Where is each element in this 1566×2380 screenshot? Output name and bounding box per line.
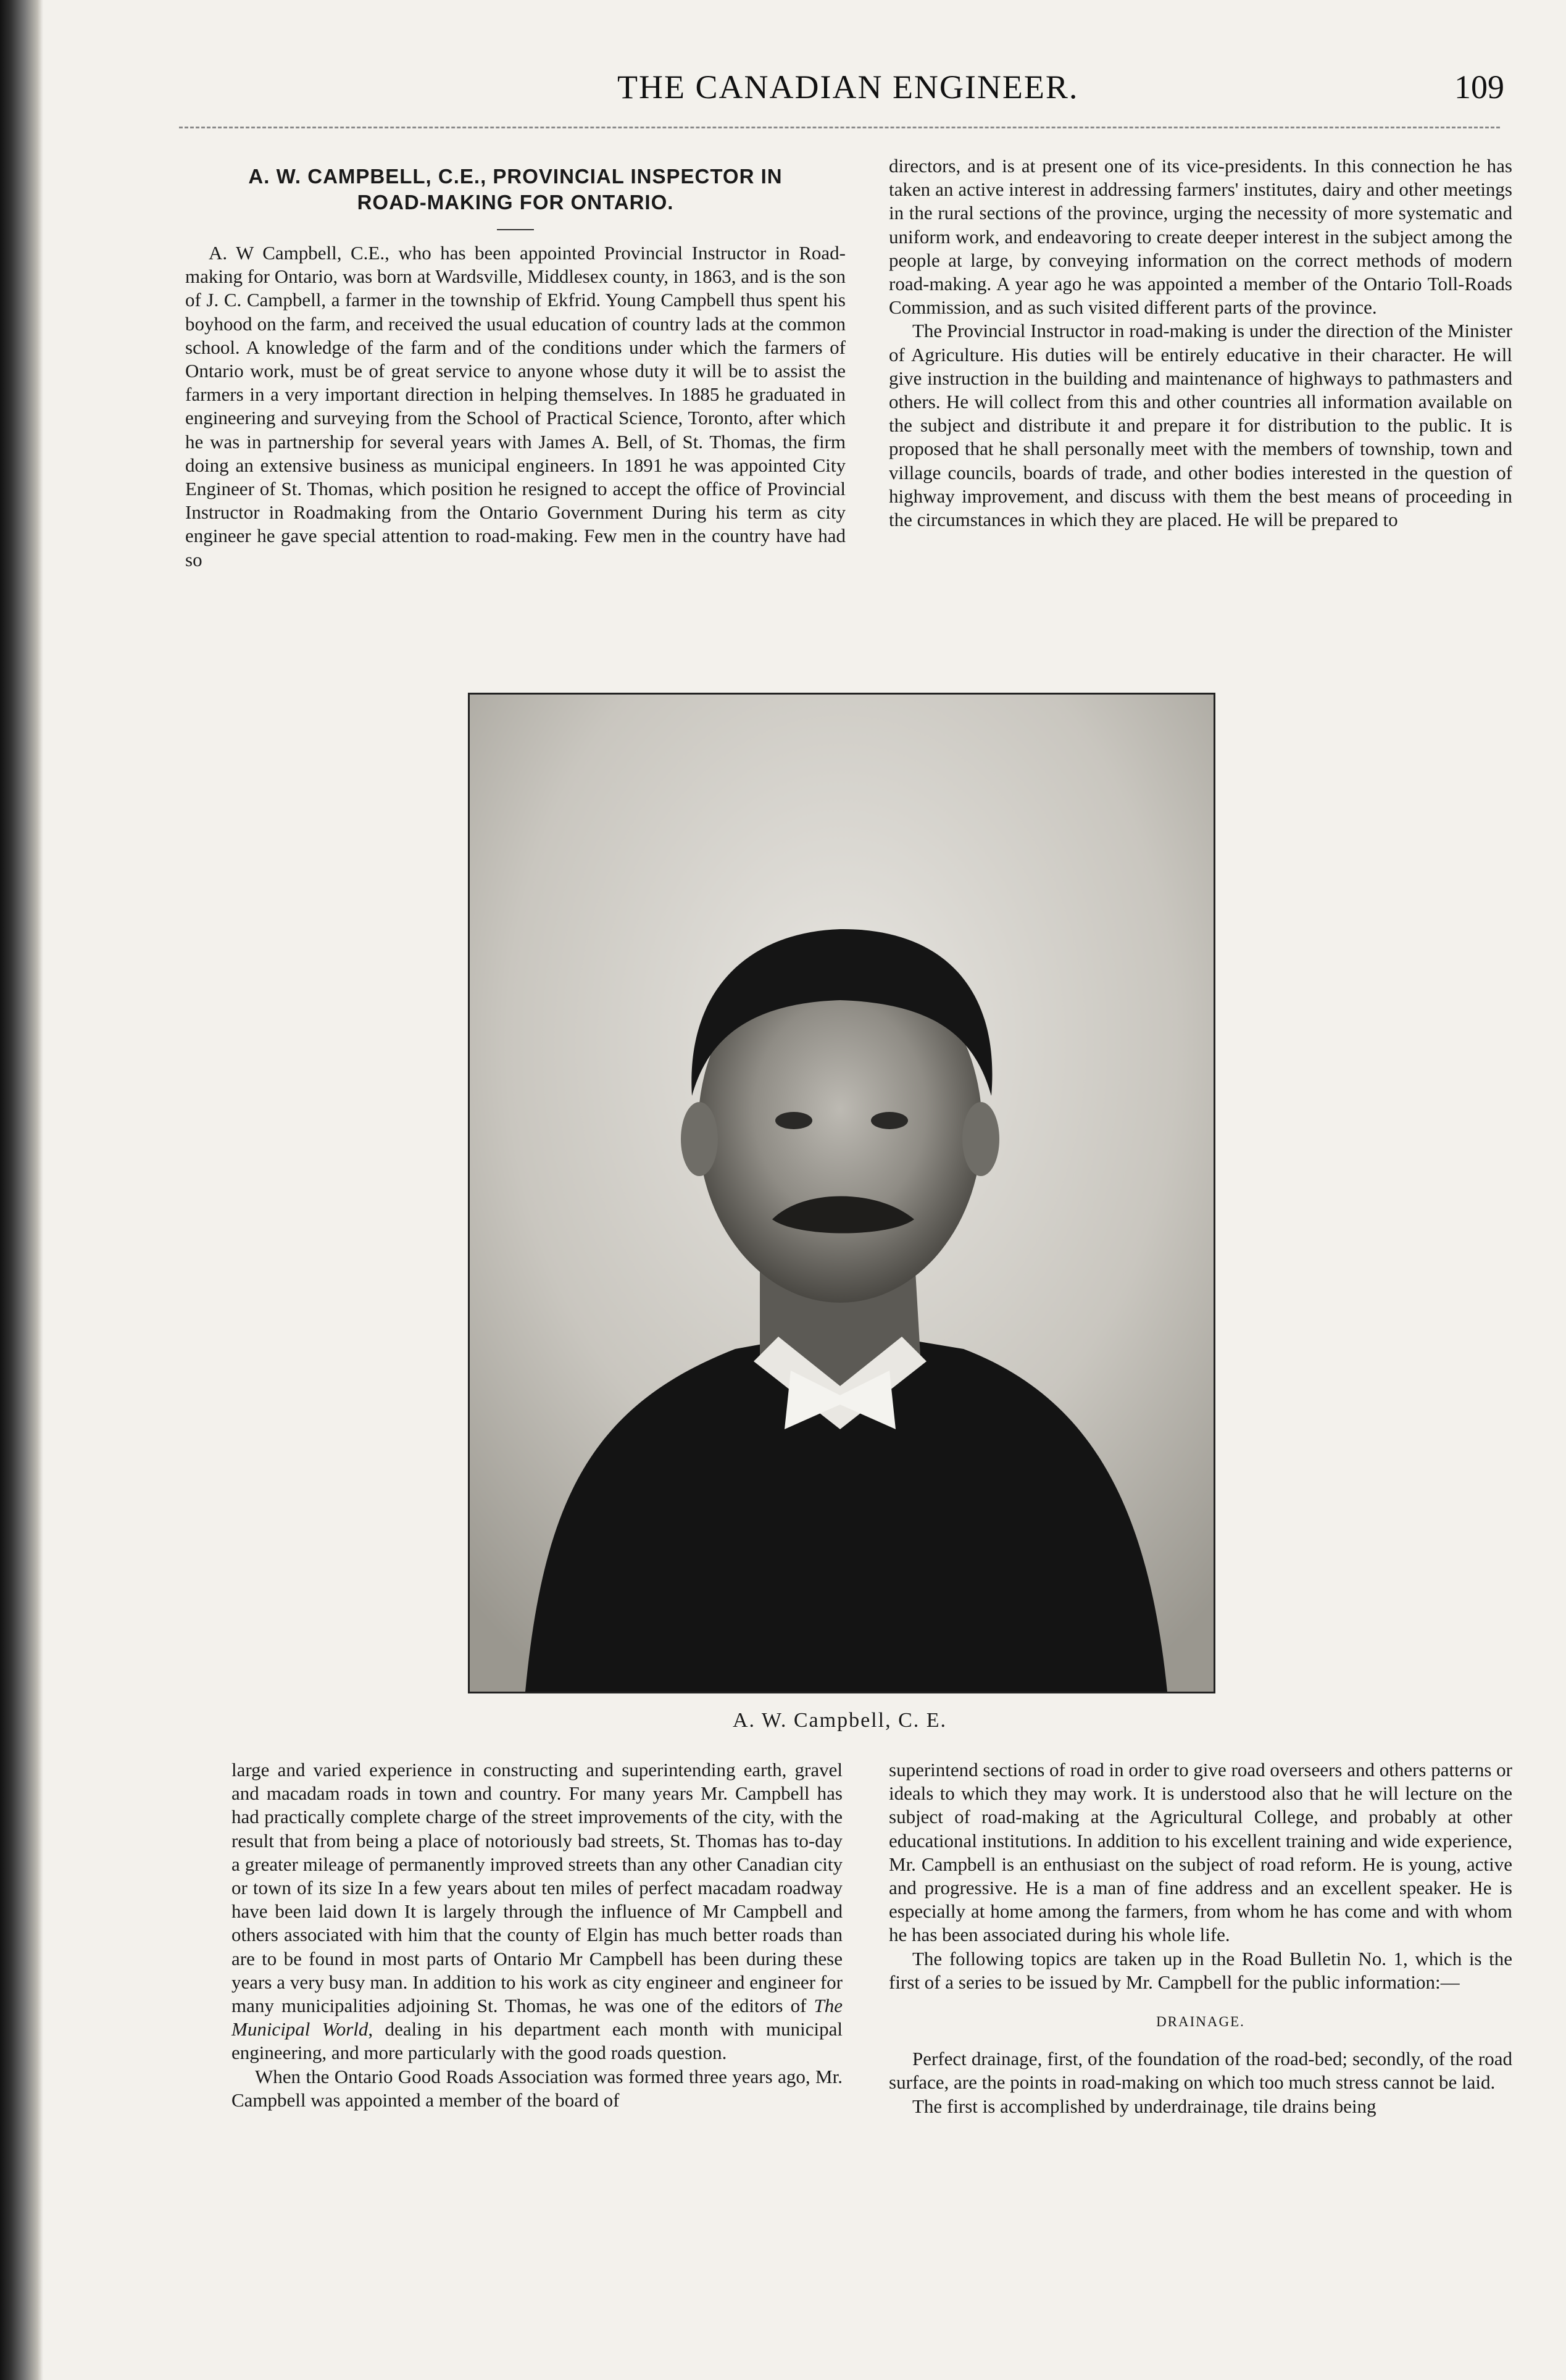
header-rule xyxy=(179,127,1500,128)
column-bottom-left xyxy=(231,1758,843,2112)
paragraph: directors, and is at present one of its vice-presidents. In this connection he has taken an active interest in addressing farmers' institutes, dairy and other meetings in the rural sections of the province, urging the necessity of more systematic and uniform work, and endeavoring to create deeper interest in the subject among the people at large, by conveying information on the correct methods of modern road-making. A year ago he was appointed a member of the Ontario Toll-Roads Commission, and as such visited different parts of the province. xyxy=(889,155,1512,319)
paragraph: A. W Campbell, C.E., who has been appointed Provincial Instructor in Road-making for Ontario, was born at Wardsville, Middlesex county, in 1863, and is the son of J. C. Campbell, a farmer in the township of Ekfrid. Young Campbell thus spent his boyhood on the farm, and received the usual education of country lads at the common school. A knowledge of the farm and of the conditions under which the farmers of Ontario work, must be of great service to anyone whose duty it will be to assist the farmers in a very important direction in helping themselves. In 1885 he graduated in engineering and surveying from the School of Practical Science, Toronto, after which he was in partnership for several years with James A. Bell, of St. Thomas, the firm doing an extensive business as municipal engineers. In 1891 he was appointed City Engineer of St. Thomas, which position he resigned to accept the office of Provincial Instructor in Roadmaking from the Ontario Government During his term as city engineer he gave special attention to road-making. Few men in the country have had so xyxy=(185,242,846,570)
section-heading: DRAINAGE. xyxy=(1156,2014,1245,2030)
article-title-line-2: ROAD-MAKING FOR ONTARIO. xyxy=(357,191,674,214)
article-title xyxy=(185,164,846,215)
paragraph: The Provincial Instructor in road-making is under the direction of the Minister of Agriculture. His duties will be entirely educative in their character. He will give instruction in the building and maintenance of highways to pathmasters and others. He will collect from this and other countries all information available on the subject and distribute it and prepare it for distribution to the public. It is proposed that he shall personally meet with the members of township, town and village councils, boards of trade, and other bodies interested in the question of highway improvement, and discuss with them the best means of proceeding in the circumstances in which they are placed. He will be prepared to xyxy=(889,320,1512,531)
paragraph: The following topics are taken up in the Road Bulletin No. 1, which is the first of a series to be issued by Mr. Campbell for the public information:— xyxy=(889,1947,1512,1993)
paragraph: The first is accomplished by underdrainage, tile drains being xyxy=(912,2095,1376,2117)
portrait-photo xyxy=(468,693,1215,1693)
book-spine-edge xyxy=(0,0,43,2380)
paragraph xyxy=(231,1758,843,2065)
column-top-right xyxy=(889,154,1512,532)
page-number: 109 xyxy=(1454,69,1504,106)
running-title: THE CANADIAN ENGINEER. xyxy=(617,69,1079,106)
publication-title: The Municipal World xyxy=(231,1995,843,2040)
paragraph-text: large and varied experience in constructing and superintending earth, gravel and macadam roads in town and country. For many years Mr. Campbell has had practically complete charge of the street improvements of the city, with the result that from being a place of notoriously bad streets, St. Thomas has to-day a greater mileage of permanently improved streets than any other Canadian city or town of its size In a few years about ten miles of perfect macadam roadway have been laid down It is largely through the influence of Mr Campbell and others associated with him that the county of Elgin has much better roads than are to be found in most parts of Ontario Mr Campbell has been during these years a very busy man. In addition to his work as city engineer and engineer for many municipalities adjoining St. Thomas, he was one of the editors of xyxy=(231,1759,843,2017)
title-rule xyxy=(497,229,534,230)
paragraph: superintend sections of road in order to give road overseers and others patterns or ideals to which they may work. It is understood also that he will lecture on the subject of road-making at the Agricultural College, and probably at other educational institutions. In addition to his excellent training and wide experience, Mr. Campbell is an enthusiast on the subject of road reform. He is young, active and progressive. He is a man of fine address and an excellent speaker. He is especially at home among the farmers, from whom he has come and with whom he has been associated during his whole life. xyxy=(889,1759,1512,1946)
paragraph: When the Ontario Good Roads Association was formed three years ago, Mr. Campbell was appointed a member of the board of xyxy=(231,2065,843,2111)
paragraph: Perfect drainage, first, of the foundation of the road-bed; secondly, of the road surface, are the points in road-making on which too much stress cannot be laid. xyxy=(889,2048,1512,2094)
column-top-left xyxy=(185,164,846,572)
column-bottom-right xyxy=(889,1758,1512,2118)
photo-caption: A. W. Campbell, C. E. xyxy=(732,1709,948,1732)
paragraph-text: , dealing in his department each month with municipal engineering, and more particularly with the good roads question. xyxy=(231,2018,843,2064)
article-title-line-1: A. W. CAMPBELL, C.E., PROVINCIAL INSPECTOR IN xyxy=(248,165,783,188)
